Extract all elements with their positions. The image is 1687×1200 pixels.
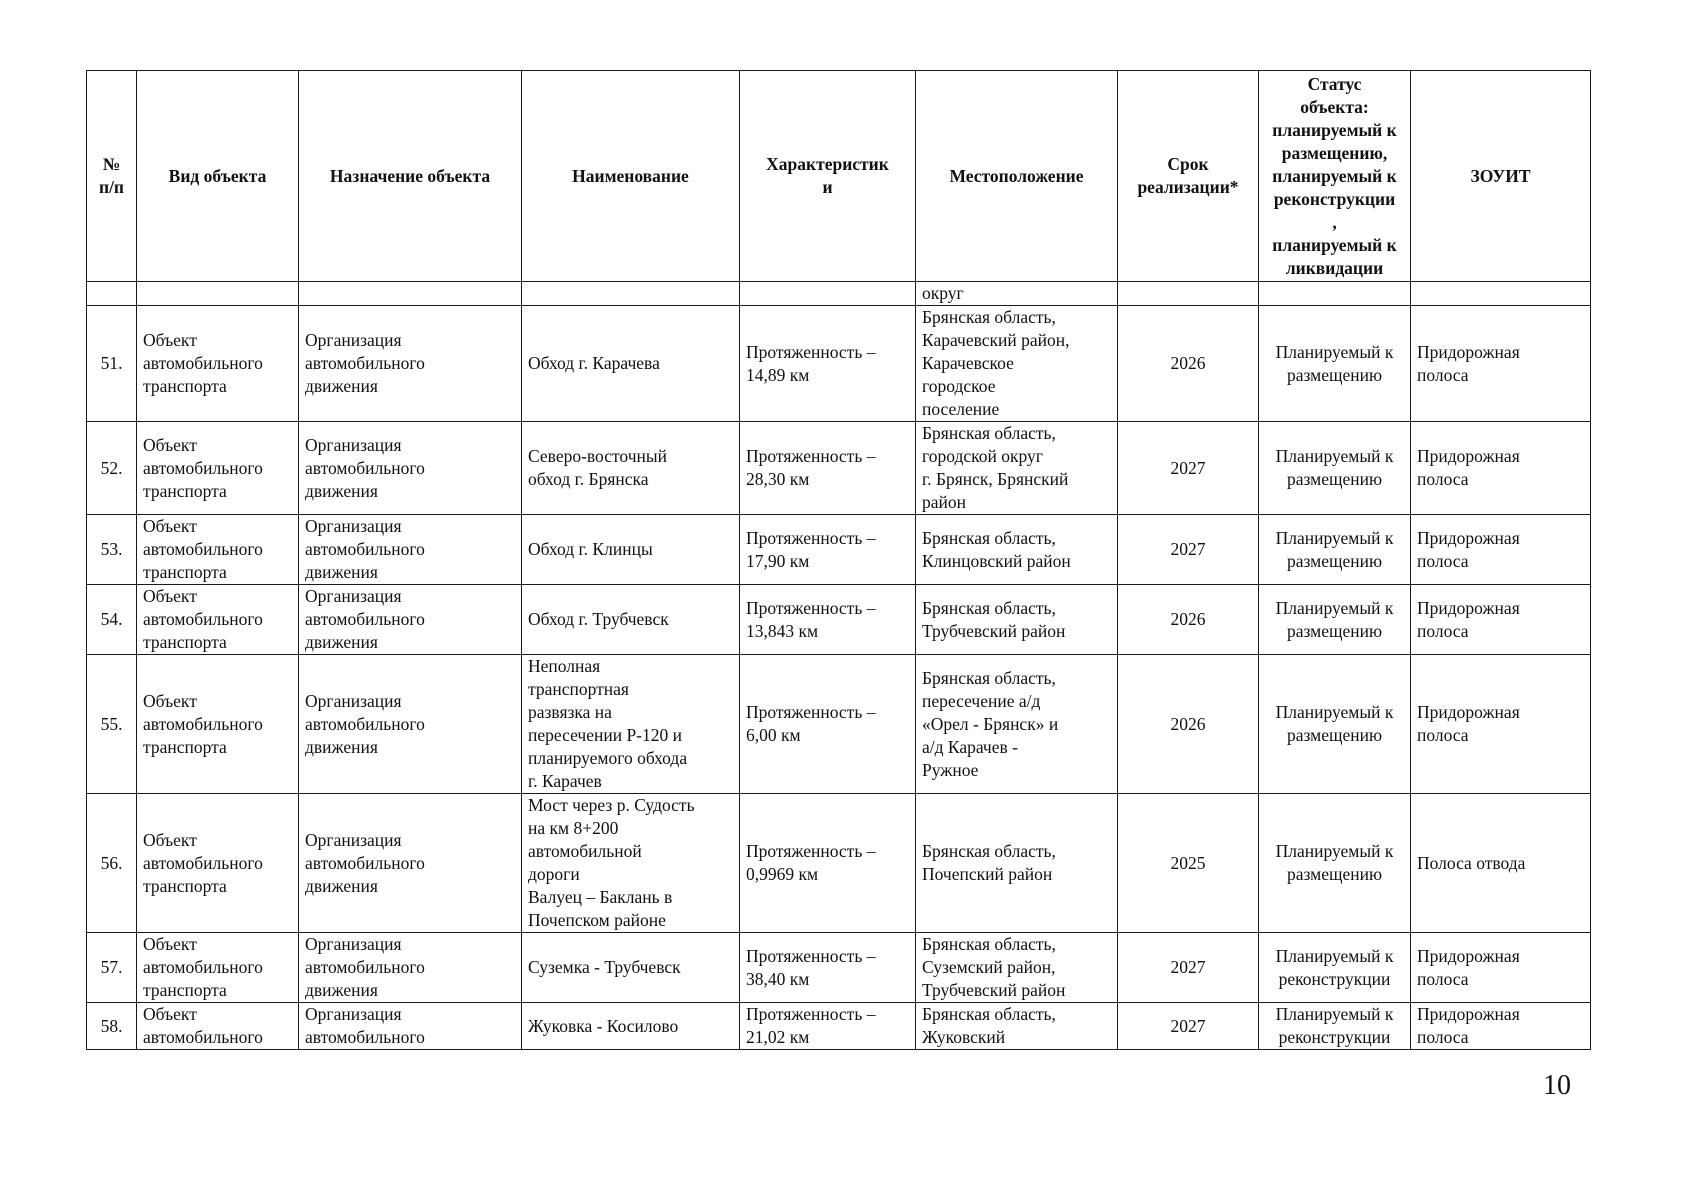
table-row (87, 422, 1591, 515)
cell-text-line: г. Карачев (528, 771, 602, 791)
cell-text-line: Карачевское (922, 353, 1014, 373)
objects-table (86, 70, 1591, 1050)
cell-text-line: пересечении Р-120 и (528, 725, 682, 745)
header-cell-term (1118, 71, 1259, 282)
table-cell-object-purpose (299, 655, 522, 794)
cell-text-line: Протяженность – (746, 945, 876, 966)
cell-text-line: Объект (143, 586, 197, 606)
cell-text-line: обход г. Брянска (528, 469, 649, 489)
cell-text-line: полоса (1417, 469, 1469, 489)
cell-text-line: развязка на (528, 702, 612, 722)
header-cell-zouit (1411, 71, 1591, 282)
cell-text-line: 2027 (1170, 539, 1206, 559)
cell-text-line: Назначение объекта (329, 165, 491, 186)
cell-text-line: автомобильного (143, 957, 263, 977)
table-cell-number (87, 655, 137, 794)
cell-text-line: Местоположение (949, 165, 1084, 186)
cell-text-line: транспортная (528, 679, 629, 699)
table-cell-location (916, 1003, 1118, 1050)
cell-text-line: Статус (1307, 73, 1362, 94)
table-cell-name (522, 794, 740, 933)
table-cell-zouit (1411, 515, 1591, 585)
cell-text-line: автомобильного (143, 1027, 263, 1047)
cell-text-line: размещению, (1281, 142, 1388, 163)
table-cell-characteristics (740, 585, 916, 655)
cell-text-line: Клинцовский район (922, 550, 1071, 571)
header-cell-name (522, 71, 740, 282)
table-cell-term (1118, 794, 1259, 933)
cell-text-line: городской округ (922, 446, 1043, 466)
cell-text-line: Протяженность – (746, 527, 876, 548)
table-cell-number (87, 306, 137, 422)
cell-text-line: автомобильного (305, 457, 425, 478)
cell-text-line: размещению (1286, 364, 1383, 385)
cell-text-line: автомобильного (143, 852, 263, 873)
table-cell-zouit (1411, 585, 1591, 655)
table-cell-object-purpose (299, 585, 522, 655)
cell-text-line: Протяженность – (746, 1004, 876, 1024)
cell-text-line: ликвидации (1285, 257, 1384, 278)
cell-text-line: , (1332, 211, 1337, 232)
table-cell-number (87, 585, 137, 655)
cell-text-line: автомобильного (305, 539, 425, 559)
cell-text-line: Объект (143, 829, 197, 850)
cell-text-line: 56. (100, 852, 123, 873)
cell-text-line: объекта: (1300, 96, 1369, 117)
header-cell-characteristics (740, 71, 916, 282)
table-cell-status (1259, 306, 1411, 422)
cell-text-line: Трубчевский район (922, 620, 1066, 641)
header-cell-object-purpose (299, 71, 522, 282)
cell-text-line: дороги (528, 864, 580, 884)
cell-text-line: г. Брянск, Брянский (922, 469, 1069, 489)
table-cell-object-purpose (299, 515, 522, 585)
cell-text-line: движения (305, 632, 378, 652)
cell-text-line: Неполная (528, 656, 601, 676)
table-cell-object-type (137, 1003, 299, 1050)
table-cell-name (522, 585, 740, 655)
table-cell-zouit (1411, 794, 1591, 933)
cell-text-line: городское (922, 376, 996, 396)
cell-text-line: Мост через р. Судость (528, 795, 695, 815)
cell-text-line: размещению (1286, 620, 1383, 641)
cell-text-line: автомобильного (305, 609, 425, 629)
cell-text-line: Брянская область, (922, 934, 1056, 954)
cell-text-line: Объект (143, 434, 197, 455)
cell-text-line: планируемый к (1272, 234, 1397, 255)
cell-text-line: 55. (100, 713, 123, 734)
table-row (87, 1003, 1591, 1050)
cell-text-line: движения (305, 736, 378, 757)
table-cell-characteristics (740, 794, 916, 933)
cell-text-line: Планируемый к (1275, 841, 1394, 861)
table-cell-location (916, 422, 1118, 515)
table-cell-location (916, 585, 1118, 655)
cell-text-line: пересечение а/д (922, 690, 1041, 711)
table-cell-status (1259, 794, 1411, 933)
cell-text-line: Почепский район (922, 864, 1053, 884)
cell-text-line: 58. (100, 1015, 123, 1036)
table-cell-number (87, 1003, 137, 1050)
table-cell-object-purpose (299, 1003, 522, 1050)
cell-text-line: Протяженность – (746, 841, 876, 861)
cell-text-line: 21,02 км (746, 1027, 810, 1047)
cell-text-line: Объект (143, 516, 197, 536)
cell-text-line: Жуковский (922, 1027, 1006, 1047)
cell-text-line: Брянская область, (922, 423, 1056, 443)
cell-text-line: Суземка - Трубчевск (528, 957, 681, 977)
table-cell-object-type (137, 306, 299, 422)
cell-text-line: Планируемый к (1275, 527, 1394, 548)
cell-text-line: полоса (1417, 1027, 1469, 1047)
table-cell-zouit (1411, 933, 1591, 1003)
table-row-continuation (87, 282, 1591, 306)
cell-text-line: Брянская область, (922, 307, 1056, 327)
cell-text-line: Суземский район, (922, 957, 1056, 977)
cell-text-line: планируемый к (1272, 119, 1397, 140)
table-cell-term (1118, 933, 1259, 1003)
table-cell-name (522, 306, 740, 422)
cell-text-line: реализации* (1137, 177, 1239, 197)
table-cell-status (1259, 933, 1411, 1003)
cell-text-line: Полоса отвода (1417, 852, 1526, 873)
cell-text-line: 38,40 км (746, 968, 810, 989)
cell-text-line: транспорта (143, 980, 227, 1000)
table-row (87, 933, 1591, 1003)
table-cell-object-type (137, 422, 299, 515)
table-cell-zouit (1411, 1003, 1591, 1050)
cell-text-line: 57. (100, 957, 123, 977)
table-cell-zouit (1411, 422, 1591, 515)
table-cell-object-type (137, 655, 299, 794)
table-cell-object-type (137, 933, 299, 1003)
table-row (87, 306, 1591, 422)
cell-text-line: Придорожная (1417, 597, 1520, 618)
cell-text-line: Протяженность – (746, 341, 876, 362)
table-cell-status (1259, 422, 1411, 515)
cell-text-line: реконструкции (1273, 188, 1396, 209)
table-cell-number (87, 933, 137, 1003)
cell-text-line: и (822, 177, 833, 197)
table-cell (1259, 282, 1411, 306)
table-cell-name (522, 515, 740, 585)
cell-text-line: 2027 (1170, 457, 1206, 478)
cell-text-line: транспорта (143, 562, 227, 582)
header-cell-status (1259, 71, 1411, 282)
table-row (87, 585, 1591, 655)
header-cell-number (87, 71, 137, 282)
table-cell (1411, 282, 1591, 306)
cell-text-line: планируемого обхода (528, 748, 688, 768)
cell-text-line: транспорта (143, 736, 227, 757)
cell-text-line: округ (922, 283, 964, 303)
table-cell-object-type (137, 515, 299, 585)
cell-text-line: Придорожная (1417, 1004, 1520, 1024)
table-cell-object-purpose (299, 794, 522, 933)
cell-text-line: 2027 (1170, 957, 1206, 977)
table-cell-term (1118, 1003, 1259, 1050)
cell-text-line: полоса (1417, 364, 1469, 385)
cell-text-line: Организация (305, 434, 402, 455)
cell-text-line: транспорта (143, 875, 227, 896)
cell-text-line: Трубчевский район (922, 980, 1066, 1000)
table-cell-characteristics (740, 422, 916, 515)
cell-text-line: 0,9969 км (746, 864, 819, 884)
cell-text-line: Вид объекта (168, 165, 267, 186)
cell-text-line: № (102, 154, 121, 174)
cell-text-line: Придорожная (1417, 945, 1520, 966)
cell-text-line: автомобильной (528, 841, 642, 861)
cell-text-line: автомобильного (143, 457, 263, 478)
cell-text-line: Придорожная (1417, 702, 1520, 722)
cell-text-line: Северо-восточный (528, 446, 668, 466)
cell-text-line: автомобильного (143, 713, 263, 734)
cell-text-line: реконструкции (1278, 1027, 1391, 1047)
table-cell-location (916, 515, 1118, 585)
cell-text-line: Валуец – Баклань в (528, 887, 673, 907)
header-cell-location (916, 71, 1118, 282)
cell-text-line: Организация (305, 330, 402, 350)
cell-text-line: полоса (1417, 968, 1469, 989)
cell-text-line: Придорожная (1417, 446, 1520, 466)
cell-text-line: на км 8+200 (528, 818, 619, 838)
cell-text-line: Придорожная (1417, 341, 1520, 362)
table-cell-zouit (1411, 655, 1591, 794)
table-cell-location (916, 282, 1118, 306)
table-cell-term (1118, 422, 1259, 515)
table-cell-characteristics (740, 1003, 916, 1050)
table-row (87, 515, 1591, 585)
cell-text-line: Ружное (922, 759, 979, 780)
cell-text-line: движения (305, 875, 378, 896)
cell-text-line: автомобильного (305, 957, 425, 977)
cell-text-line: 2026 (1170, 609, 1206, 629)
cell-text-line: Объект (143, 934, 197, 954)
cell-text-line: Карачевский район, (922, 330, 1070, 350)
table-row (87, 655, 1591, 794)
cell-text-line: Организация (305, 516, 402, 536)
table-cell (299, 282, 522, 306)
cell-text-line: Придорожная (1417, 527, 1520, 548)
cell-text-line: транспорта (143, 632, 227, 652)
table-cell-characteristics (740, 933, 916, 1003)
table-cell (522, 282, 740, 306)
cell-text-line: Почепском районе (528, 910, 666, 930)
cell-text-line: движения (305, 376, 378, 396)
table-cell (740, 282, 916, 306)
table-cell-object-purpose (299, 933, 522, 1003)
table-cell-status (1259, 585, 1411, 655)
cell-text-line: Срок (1167, 154, 1209, 174)
table-cell (1118, 282, 1259, 306)
table-cell-name (522, 933, 740, 1003)
cell-text-line: Брянская область, (922, 841, 1056, 861)
cell-text-line: размещению (1286, 550, 1383, 571)
cell-text-line: транспорта (143, 376, 227, 396)
table-cell-term (1118, 585, 1259, 655)
cell-text-line: Характеристик (766, 154, 889, 174)
cell-text-line: автомобильного (305, 713, 425, 734)
cell-text-line: Планируемый к (1275, 945, 1394, 966)
table-cell-characteristics (740, 655, 916, 794)
cell-text-line: а/д Карачев - (922, 736, 1018, 757)
table-row (87, 794, 1591, 933)
table-cell-characteristics (740, 306, 916, 422)
table-cell-status (1259, 515, 1411, 585)
table-cell-location (916, 306, 1118, 422)
table-cell-number (87, 794, 137, 933)
cell-text-line: Брянская область, (922, 1004, 1056, 1024)
cell-text-line: Брянская область, (922, 527, 1056, 548)
table-cell-status (1259, 1003, 1411, 1050)
cell-text-line: автомобильного (143, 539, 263, 559)
cell-text-line: 14,89 км (746, 364, 810, 385)
cell-text-line: полоса (1417, 620, 1469, 641)
table-cell-object-type (137, 585, 299, 655)
cell-text-line: автомобильного (305, 852, 425, 873)
cell-text-line: Обход г. Карачева (528, 353, 660, 373)
cell-text-line: Планируемый к (1275, 597, 1394, 618)
cell-text-line: Наименование (572, 165, 689, 186)
page-number: 10 (1543, 1070, 1571, 1101)
cell-text-line: Организация (305, 829, 402, 850)
cell-text-line: 54. (100, 609, 123, 629)
table-cell-location (916, 933, 1118, 1003)
cell-text-line: полоса (1417, 550, 1469, 571)
table-cell (87, 282, 137, 306)
cell-text-line: Протяженность – (746, 702, 876, 722)
cell-text-line: 2026 (1170, 353, 1206, 373)
cell-text-line: размещению (1286, 864, 1383, 884)
cell-text-line: 52. (100, 457, 123, 478)
cell-text-line: движения (305, 562, 378, 582)
cell-text-line: Организация (305, 690, 402, 711)
cell-text-line: «Орел - Брянск» и (922, 713, 1059, 734)
table-cell-name (522, 422, 740, 515)
cell-text-line: 51. (100, 353, 123, 373)
table-cell-zouit (1411, 306, 1591, 422)
table-cell-location (916, 655, 1118, 794)
cell-text-line: район (922, 492, 966, 512)
cell-text-line: 13,843 км (746, 620, 819, 641)
cell-text-line: 6,00 км (746, 725, 801, 745)
cell-text-line: Обход г. Трубчевск (528, 609, 669, 629)
cell-text-line: автомобильного (305, 1027, 425, 1047)
cell-text-line: 2026 (1170, 713, 1206, 734)
cell-text-line: Объект (143, 1004, 197, 1024)
table-cell-location (916, 794, 1118, 933)
table-header-row (87, 71, 1591, 282)
cell-text-line: Жуковка - Косилово (528, 1015, 679, 1036)
table-cell-characteristics (740, 515, 916, 585)
cell-text-line: полоса (1417, 725, 1469, 745)
table-cell-name (522, 655, 740, 794)
cell-text-line: транспорта (143, 480, 227, 501)
table-cell (137, 282, 299, 306)
header-cell-object-type (137, 71, 299, 282)
cell-text-line: Брянская область, (922, 667, 1056, 688)
cell-text-line: 28,30 км (746, 469, 810, 489)
cell-text-line: Организация (305, 934, 402, 954)
cell-text-line: размещению (1286, 725, 1383, 745)
table-cell-term (1118, 655, 1259, 794)
cell-text-line: движения (305, 980, 378, 1000)
cell-text-line: Объект (143, 330, 197, 350)
cell-text-line: автомобильного (305, 353, 425, 373)
cell-text-line: Планируемый к (1275, 1004, 1394, 1024)
table-cell-number (87, 422, 137, 515)
cell-text-line: Организация (305, 1004, 402, 1024)
cell-text-line: п/п (98, 177, 125, 197)
cell-text-line: 2025 (1170, 852, 1206, 873)
table-cell-status (1259, 655, 1411, 794)
table-cell-name (522, 1003, 740, 1050)
table-cell-object-type (137, 794, 299, 933)
cell-text-line: 53. (100, 539, 123, 559)
cell-text-line: планируемый к (1272, 165, 1397, 186)
cell-text-line: автомобильного (143, 609, 263, 629)
cell-text-line: размещению (1286, 469, 1383, 489)
table-cell-number (87, 515, 137, 585)
cell-text-line: реконструкции (1278, 968, 1391, 989)
table-cell-object-purpose (299, 306, 522, 422)
cell-text-line: 17,90 км (746, 550, 810, 571)
cell-text-line: Брянская область, (922, 597, 1056, 618)
table-cell-object-purpose (299, 422, 522, 515)
cell-text-line: Протяженность – (746, 446, 876, 466)
table-cell-term (1118, 306, 1259, 422)
cell-text-line: Планируемый к (1275, 446, 1394, 466)
cell-text-line: автомобильного (143, 353, 263, 373)
cell-text-line: Протяженность – (746, 597, 876, 618)
table-cell-term (1118, 515, 1259, 585)
cell-text-line: поселение (922, 399, 1000, 419)
cell-text-line: движения (305, 480, 378, 501)
cell-text-line: Обход г. Клинцы (528, 539, 653, 559)
cell-text-line: Планируемый к (1275, 341, 1394, 362)
cell-text-line: ЗОУИТ (1470, 165, 1531, 186)
cell-text-line: 2027 (1170, 1015, 1206, 1036)
cell-text-line: Объект (143, 690, 197, 711)
cell-text-line: Организация (305, 586, 402, 606)
cell-text-line: Планируемый к (1275, 702, 1394, 722)
